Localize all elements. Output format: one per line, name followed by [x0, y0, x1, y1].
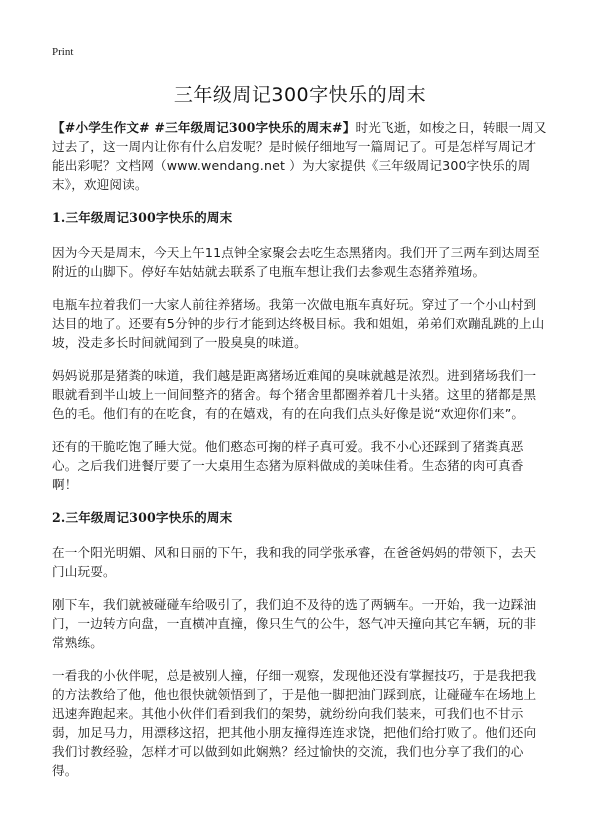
paragraph: 在一个阳光明媚、风和日丽的下午，我和我的同学张承睿，在爸爸妈妈的带领下，去天门山玩耍。 — [52, 545, 537, 579]
paragraph: 还有的干脆吃饱了睡大觉。他们憨态可掬的样子真可爱。我不小心还踩到了猪粪真恶心。之后我们进餐厅要了一大桌用生态猪为原料做成的美味佳肴。生态猪的肉可真香啊！ — [52, 439, 524, 492]
paragraph: 妈妈说那是猪粪的味道，我们越是距离猪场近难闻的臭味就越是浓烈。进到猪场我们一眼就看到半山坡上一间间整齐的猪舍。每个猪舍里都圈养着几十头猪。这里的猪都是黑色的毛。他们有的在吃食，有的在嬉戏，有的在向我们点头好像是说“欢迎你们来”。 — [52, 368, 537, 421]
section-heading: 1.三年级周记300字快乐的周末 — [52, 210, 233, 225]
article-body — [52, 118, 548, 794]
intro-paragraph — [52, 118, 548, 194]
intro-tag: 【#小学生作文# #三年级周记300字快乐的周末#】 — [52, 120, 356, 135]
page-title: 三年级周记300字快乐的周末 — [173, 84, 427, 106]
paragraph: 刚下车，我们就被碰碰车给吸引了，我们迫不及待的选了两辆车。一开始，我一边踩油门，一边转方向盘，一直横冲直撞，像只生气的公牛，怒气冲天撞向其它车辆，玩的非常熟练。 — [52, 597, 537, 650]
intro-text: 时光飞逝，如梭之日，转眼一周又过去了，这一周内让你有什么启发呢？是时候仔细地写一篇周记了。可是怎样写周记才能出彩呢？文档网（www.wendang.net ）为大家提供《三年级周记300字快乐的周末》，欢迎阅读。 — [52, 120, 547, 192]
section-heading: 2.三年级周记300字快乐的周末 — [52, 510, 233, 525]
paragraph: 因为今天是周末，今天上午11点钟全家聚会去吃生态黑猪肉。我们开了三两车到达周至附近的山脚下。停好车姑姑就去联系了电瓶车想让我们去参观生态猪养殖场。 — [52, 245, 540, 279]
paragraph: 一看我的小伙伴呢，总是被别人撞，仔细一观察，发现他还没有掌握技巧，于是我把我的方法教给了他，他也很快就领悟到了，于是他一脚把油门踩到底，让碰碰车在场地上迅速奔跑起来。其他小伙伴们看到我们的架势，就纷纷向我们装来，可我们也不甘示弱，加足马力，用漂移这招，把其他小朋友撞得连连求饶，把他们给打败了。他们还向我们讨教经验，怎样才可以做到如此娴熟？经过愉快的交流，我们也分享了我们的心得。 — [52, 668, 537, 778]
print-label: Print — [52, 46, 74, 58]
paragraph: 电瓶车拉着我们一大家人前往养猪场。我第一次做电瓶车真好玩。穿过了一个小山村到达目的地了。还要有5分钟的步行才能到达终极目标。我和姐姐，弟弟们欢蹦乱跳的上山坡，没走多长时间就闻到了一股臭臭的味道。 — [52, 297, 545, 350]
